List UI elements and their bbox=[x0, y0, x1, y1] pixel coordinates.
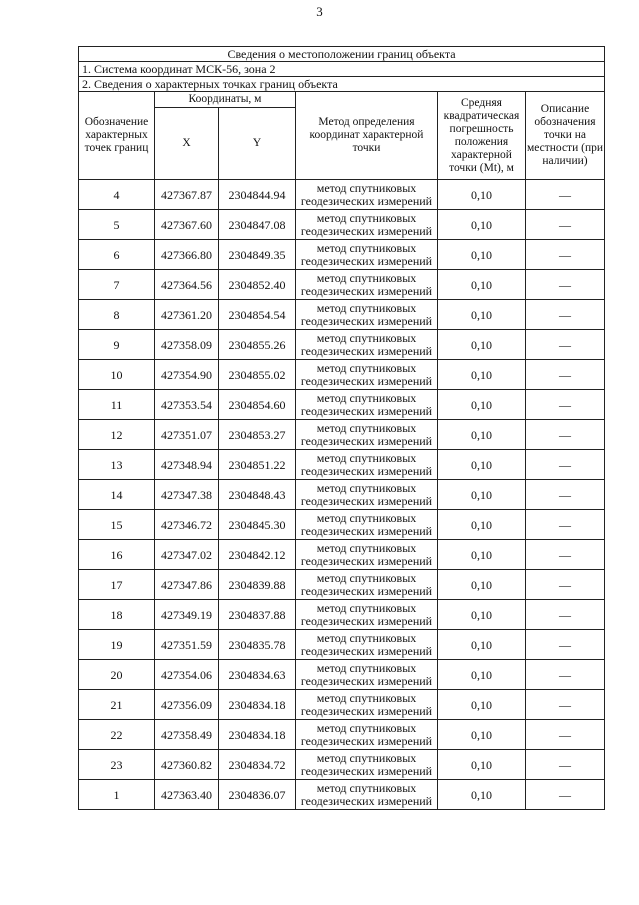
point-cell: 13 bbox=[79, 450, 155, 480]
method-cell: метод спутниковых геодезических измерений bbox=[296, 630, 438, 660]
x-coordinate-cell: 427351.07 bbox=[155, 420, 219, 450]
header-coordinates: Координаты, м bbox=[155, 92, 296, 108]
point-cell: 5 bbox=[79, 210, 155, 240]
method-cell: метод спутниковых геодезических измерений bbox=[296, 780, 438, 810]
description-cell: — bbox=[526, 510, 605, 540]
y-coordinate-cell: 2304835.78 bbox=[219, 630, 296, 660]
method-cell: метод спутниковых геодезических измерений bbox=[296, 600, 438, 630]
description-cell: — bbox=[526, 300, 605, 330]
method-cell: метод спутниковых геодезических измерений bbox=[296, 420, 438, 450]
table-row bbox=[79, 660, 605, 690]
x-coordinate-cell: 427354.90 bbox=[155, 360, 219, 390]
y-coordinate-cell: 2304837.88 bbox=[219, 600, 296, 630]
y-coordinate-cell: 2304848.43 bbox=[219, 480, 296, 510]
error-cell: 0,10 bbox=[438, 330, 526, 360]
x-coordinate-cell: 427358.09 bbox=[155, 330, 219, 360]
table-row bbox=[79, 480, 605, 510]
point-cell: 9 bbox=[79, 330, 155, 360]
y-coordinate-cell: 2304842.12 bbox=[219, 540, 296, 570]
point-cell: 16 bbox=[79, 540, 155, 570]
table-row bbox=[79, 690, 605, 720]
y-coordinate-cell: 2304834.63 bbox=[219, 660, 296, 690]
x-coordinate-cell: 427358.49 bbox=[155, 720, 219, 750]
x-coordinate-cell: 427346.72 bbox=[155, 510, 219, 540]
method-cell: метод спутниковых геодезических измерений bbox=[296, 660, 438, 690]
y-coordinate-cell: 2304853.27 bbox=[219, 420, 296, 450]
y-coordinate-cell: 2304849.35 bbox=[219, 240, 296, 270]
error-cell: 0,10 bbox=[438, 540, 526, 570]
method-cell: метод спутниковых геодезических измерений bbox=[296, 360, 438, 390]
method-cell: метод спутниковых геодезических измерений bbox=[296, 300, 438, 330]
point-cell: 22 bbox=[79, 720, 155, 750]
table-row bbox=[79, 270, 605, 300]
description-cell: — bbox=[526, 630, 605, 660]
boundary-points-section-row: 2. Сведения о характерных точках границ объекта bbox=[79, 77, 605, 92]
x-coordinate-cell: 427347.38 bbox=[155, 480, 219, 510]
description-cell: — bbox=[526, 360, 605, 390]
point-cell: 6 bbox=[79, 240, 155, 270]
point-cell: 19 bbox=[79, 630, 155, 660]
y-coordinate-cell: 2304855.26 bbox=[219, 330, 296, 360]
error-cell: 0,10 bbox=[438, 750, 526, 780]
x-coordinate-cell: 427366.80 bbox=[155, 240, 219, 270]
error-cell: 0,10 bbox=[438, 210, 526, 240]
point-cell: 11 bbox=[79, 390, 155, 420]
x-coordinate-cell: 427356.09 bbox=[155, 690, 219, 720]
method-cell: метод спутниковых геодезических измерений bbox=[296, 210, 438, 240]
table-row bbox=[79, 630, 605, 660]
description-cell: — bbox=[526, 390, 605, 420]
error-cell: 0,10 bbox=[438, 720, 526, 750]
y-coordinate-cell: 2304851.22 bbox=[219, 450, 296, 480]
y-coordinate-cell: 2304852.40 bbox=[219, 270, 296, 300]
x-coordinate-cell: 427363.40 bbox=[155, 780, 219, 810]
x-coordinate-cell: 427354.06 bbox=[155, 660, 219, 690]
header-y: Y bbox=[219, 108, 296, 180]
header-method: Метод определения координат характерной точки bbox=[296, 92, 438, 180]
header-point: Обозначение характерных точек границ bbox=[79, 92, 155, 180]
y-coordinate-cell: 2304854.60 bbox=[219, 390, 296, 420]
table-row bbox=[79, 240, 605, 270]
boundary-points-table bbox=[78, 46, 605, 810]
description-cell: — bbox=[526, 210, 605, 240]
point-cell: 4 bbox=[79, 180, 155, 210]
error-cell: 0,10 bbox=[438, 420, 526, 450]
table-row bbox=[79, 510, 605, 540]
error-cell: 0,10 bbox=[438, 630, 526, 660]
point-cell: 21 bbox=[79, 690, 155, 720]
y-coordinate-cell: 2304834.18 bbox=[219, 720, 296, 750]
point-cell: 12 bbox=[79, 420, 155, 450]
error-cell: 0,10 bbox=[438, 690, 526, 720]
table-row bbox=[79, 720, 605, 750]
description-cell: — bbox=[526, 180, 605, 210]
method-cell: метод спутниковых геодезических измерений bbox=[296, 510, 438, 540]
y-coordinate-cell: 2304855.02 bbox=[219, 360, 296, 390]
coordinate-system-row: 1. Система координат МСК-56, зона 2 bbox=[79, 62, 605, 77]
method-cell: метод спутниковых геодезических измерений bbox=[296, 750, 438, 780]
point-cell: 7 bbox=[79, 270, 155, 300]
description-cell: — bbox=[526, 690, 605, 720]
error-cell: 0,10 bbox=[438, 570, 526, 600]
table-row bbox=[79, 780, 605, 810]
description-cell: — bbox=[526, 420, 605, 450]
point-cell: 14 bbox=[79, 480, 155, 510]
description-cell: — bbox=[526, 660, 605, 690]
table-row bbox=[79, 570, 605, 600]
y-coordinate-cell: 2304834.72 bbox=[219, 750, 296, 780]
table-row bbox=[79, 300, 605, 330]
error-cell: 0,10 bbox=[438, 600, 526, 630]
error-cell: 0,10 bbox=[438, 240, 526, 270]
method-cell: метод спутниковых геодезических измерений bbox=[296, 540, 438, 570]
table-row bbox=[79, 450, 605, 480]
error-cell: 0,10 bbox=[438, 450, 526, 480]
x-coordinate-cell: 427351.59 bbox=[155, 630, 219, 660]
description-cell: — bbox=[526, 780, 605, 810]
description-cell: — bbox=[526, 600, 605, 630]
point-cell: 23 bbox=[79, 750, 155, 780]
error-cell: 0,10 bbox=[438, 660, 526, 690]
y-coordinate-cell: 2304834.18 bbox=[219, 690, 296, 720]
description-cell: — bbox=[526, 450, 605, 480]
x-coordinate-cell: 427364.56 bbox=[155, 270, 219, 300]
table-row bbox=[79, 180, 605, 210]
table-row bbox=[79, 540, 605, 570]
error-cell: 0,10 bbox=[438, 270, 526, 300]
x-coordinate-cell: 427347.86 bbox=[155, 570, 219, 600]
x-coordinate-cell: 427367.87 bbox=[155, 180, 219, 210]
table-row bbox=[79, 600, 605, 630]
table-row bbox=[79, 330, 605, 360]
x-coordinate-cell: 427360.82 bbox=[155, 750, 219, 780]
error-cell: 0,10 bbox=[438, 510, 526, 540]
method-cell: метод спутниковых геодезических измерений bbox=[296, 330, 438, 360]
y-coordinate-cell: 2304854.54 bbox=[219, 300, 296, 330]
point-cell: 15 bbox=[79, 510, 155, 540]
description-cell: — bbox=[526, 540, 605, 570]
description-cell: — bbox=[526, 270, 605, 300]
table-row bbox=[79, 390, 605, 420]
description-cell: — bbox=[526, 750, 605, 780]
x-coordinate-cell: 427361.20 bbox=[155, 300, 219, 330]
x-coordinate-cell: 427349.19 bbox=[155, 600, 219, 630]
table-row bbox=[79, 210, 605, 240]
header-x: X bbox=[155, 108, 219, 180]
point-cell: 8 bbox=[79, 300, 155, 330]
y-coordinate-cell: 2304845.30 bbox=[219, 510, 296, 540]
error-cell: 0,10 bbox=[438, 480, 526, 510]
method-cell: метод спутниковых геодезических измерений bbox=[296, 480, 438, 510]
method-cell: метод спутниковых геодезических измерений bbox=[296, 390, 438, 420]
point-cell: 1 bbox=[79, 780, 155, 810]
y-coordinate-cell: 2304844.94 bbox=[219, 180, 296, 210]
description-cell: — bbox=[526, 720, 605, 750]
page-number: 3 bbox=[316, 4, 323, 19]
description-cell: — bbox=[526, 330, 605, 360]
header-error: Средняя квадратическая погрешность положения характерной точки (Mt), м bbox=[438, 92, 526, 180]
error-cell: 0,10 bbox=[438, 300, 526, 330]
table-row bbox=[79, 420, 605, 450]
x-coordinate-cell: 427348.94 bbox=[155, 450, 219, 480]
description-cell: — bbox=[526, 570, 605, 600]
x-coordinate-cell: 427367.60 bbox=[155, 210, 219, 240]
x-coordinate-cell: 427353.54 bbox=[155, 390, 219, 420]
method-cell: метод спутниковых геодезических измерений bbox=[296, 180, 438, 210]
method-cell: метод спутниковых геодезических измерений bbox=[296, 240, 438, 270]
y-coordinate-cell: 2304839.88 bbox=[219, 570, 296, 600]
method-cell: метод спутниковых геодезических измерений bbox=[296, 450, 438, 480]
method-cell: метод спутниковых геодезических измерений bbox=[296, 570, 438, 600]
method-cell: метод спутниковых геодезических измерений bbox=[296, 270, 438, 300]
y-coordinate-cell: 2304847.08 bbox=[219, 210, 296, 240]
table-row bbox=[79, 750, 605, 780]
error-cell: 0,10 bbox=[438, 360, 526, 390]
method-cell: метод спутниковых геодезических измерений bbox=[296, 720, 438, 750]
point-cell: 18 bbox=[79, 600, 155, 630]
error-cell: 0,10 bbox=[438, 780, 526, 810]
table-title: Сведения о местоположении границ объекта bbox=[79, 47, 605, 62]
error-cell: 0,10 bbox=[438, 390, 526, 420]
y-coordinate-cell: 2304836.07 bbox=[219, 780, 296, 810]
error-cell: 0,10 bbox=[438, 180, 526, 210]
x-coordinate-cell: 427347.02 bbox=[155, 540, 219, 570]
description-cell: — bbox=[526, 480, 605, 510]
description-cell: — bbox=[526, 240, 605, 270]
point-cell: 17 bbox=[79, 570, 155, 600]
point-cell: 20 bbox=[79, 660, 155, 690]
method-cell: метод спутниковых геодезических измерений bbox=[296, 690, 438, 720]
table-row bbox=[79, 360, 605, 390]
header-description: Описание обозначения точки на местности (при наличии) bbox=[526, 92, 605, 180]
point-cell: 10 bbox=[79, 360, 155, 390]
